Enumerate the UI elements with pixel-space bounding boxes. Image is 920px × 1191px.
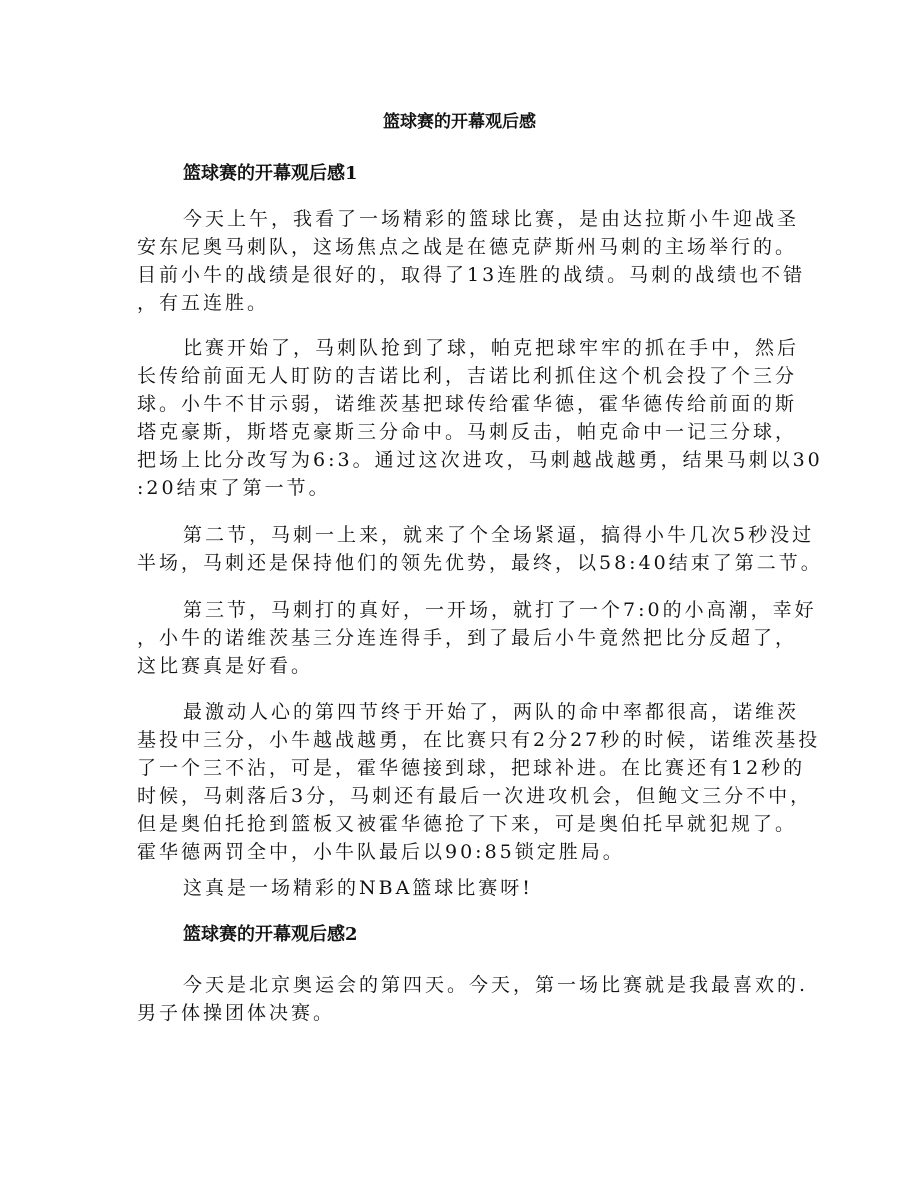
paragraph-line: 今天是北京奥运会的第四天。今天，第一场比赛就是我最喜欢的. (183, 974, 809, 996)
paragraph (137, 596, 817, 680)
paragraph-line: 最激动人心的第四节终于开始了，两队的命中率都很高，诺维茨 (183, 701, 800, 723)
paragraph (137, 971, 809, 1027)
paragraph-line: 安东尼奥马刺队，这场焦点之战是在德克萨斯州马刺的主场举行的。 (137, 236, 798, 258)
paragraph-line: 但是奥伯托抢到篮板又被霍华德抢了下来，可是奥伯托早就犯规了。 (137, 813, 798, 835)
paragraph-line: :20结束了第一节。 (137, 477, 331, 499)
paragraph (137, 874, 782, 902)
paragraph-line: 男子体操团体决赛。 (137, 1002, 336, 1024)
paragraph (137, 334, 823, 502)
paragraph (137, 698, 821, 866)
paragraph-line: 长传给前面无人盯防的吉诺比利，吉诺比利抓住这个机会投了个三分 (137, 365, 798, 387)
paragraph-line: 半场，马刺还是保持他们的领先优势，最终，以58:40结束了第二节。 (137, 552, 823, 574)
paragraph-line: 目前小牛的战绩是很好的，取得了13连胜的战绩。马刺的战绩也不错 (137, 264, 806, 286)
section-heading: 篮球赛的开幕观后感1 (183, 163, 358, 184)
paragraph-line: ，有五连胜。 (137, 292, 270, 314)
paragraph-line: 时候，马刺落后3分，马刺还有最后一次进攻机会，但鲍文三分不中， (137, 785, 813, 807)
paragraph-line: 第三节，马刺打的真好，一开场，就打了一个7:0的小高潮，幸好 (183, 599, 817, 621)
paragraph-line: 塔克豪斯，斯塔克豪斯三分命中。马刺反击，帕克命中一记三分球， (137, 421, 798, 443)
paragraph-line: 了一个三不沾，可是，霍华德接到球，把球补进。在比赛还有12秒的 (137, 757, 806, 779)
paragraph (137, 205, 806, 317)
paragraph-line: 第二节，马刺一上来，就来了个全场紧逼，搞得小牛几次5秒没过 (183, 524, 815, 546)
document-title: 篮球赛的开幕观后感 (383, 112, 536, 132)
paragraph-line: 这比赛真是好看。 (137, 655, 314, 677)
section-heading: 篮球赛的开幕观后感2 (183, 924, 358, 945)
paragraph-line: 球。小牛不甘示弱，诺维茨基把球传给霍华德，霍华德传给前面的斯 (137, 393, 798, 415)
paragraph-line: 比赛开始了，马刺队抢到了球，帕克把球牢牢的抓在手中，然后 (183, 337, 800, 359)
paragraph (137, 521, 823, 577)
paragraph-line: ，小牛的诺维茨基三分连连得手，到了最后小牛竟然把比分反超了， (137, 627, 798, 649)
paragraph-line: 霍华德两罚全中，小牛队最后以90:85锁定胜局。 (137, 841, 625, 863)
paragraph-line: 把场上比分改写为6:3。通过这次进攻，马刺越战越勇，结果马刺以30 (137, 449, 823, 471)
paragraph-line: 这真是一场精彩的NBA篮球比赛呀! (183, 877, 533, 899)
paragraph-line: 今天上午，我看了一场精彩的篮球比赛，是由达拉斯小牛迎战圣 (183, 208, 800, 230)
paragraph-line: 基投中三分，小牛越战越勇，在比赛只有2分27秒的时候，诺维茨基投 (137, 729, 821, 751)
